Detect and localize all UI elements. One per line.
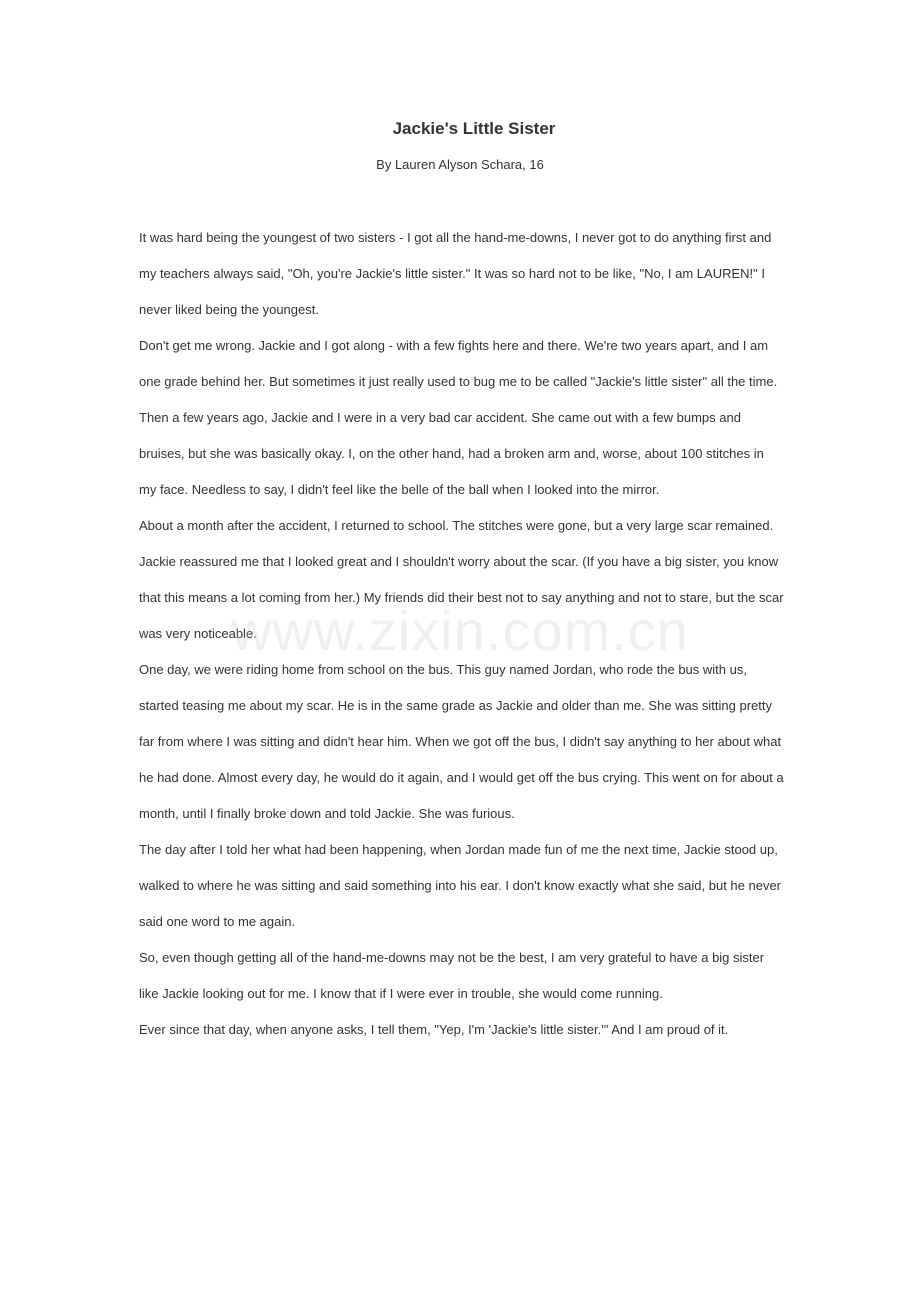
document-byline: By Lauren Alyson Schara, 16	[376, 157, 544, 172]
watermark: www.zixin.com.cn	[231, 599, 689, 662]
paragraph: Then a few years ago, Jackie and I were in a very bad car accident. She came out with a few bumps and bruises, but she was basically okay. I, on the other hand, had a broken arm and, worse, about 100 stitches in my face. Needless to say, I didn't feel like the belle of the ball when I looked into the mirror.	[139, 410, 764, 497]
document-body	[139, 220, 784, 1048]
paragraph: One day, we were riding home from school on the bus. This guy named Jordan, who rode the bus with us, started teasing me about my scar. He is in the same grade as Jackie and older than me. She was sitting pretty far from where I was sitting and didn't hear him. When we got off the bus, I didn't say anything to her about what he had done. Almost every day, he would do it again, and I would get off the bus crying. This went on for about a month, until I finally broke down and told Jackie. She was furious.	[139, 662, 784, 821]
paragraph: About a month after the accident, I returned to school. The stitches were gone, but a very large scar remained. Jackie reassured me that I looked great and I shouldn't worry about the scar. (If you have a big sister, you know that this means a lot coming from her.) My friends did their best not to say anything and not to stare, but the scar was very noticeable.	[139, 518, 784, 641]
paragraph: The day after I told her what had been happening, when Jordan made fun of me the next time, Jackie stood up, walked to where he was sitting and said something into his ear. I don't know exactly what she said, but he never said one word to me again.	[139, 842, 782, 929]
document-title: Jackie's Little Sister	[392, 119, 556, 138]
paragraph: So, even though getting all of the hand-me-downs may not be the best, I am very grateful to have a big sister like Jackie looking out for me. I know that if I were ever in trouble, she would come running.	[139, 950, 765, 1001]
paragraph: It was hard being the youngest of two sisters - I got all the hand-me-downs, I never got to do anything first and my teachers always said, "Oh, you're Jackie's little sister." It was so hard not to be like, "No, I am LAUREN!" I never liked being the youngest.	[139, 230, 772, 317]
paragraph: Don't get me wrong. Jackie and I got along - with a few fights here and there. We're two years apart, and I am one grade behind her. But sometimes it just really used to bug me to be called "Jackie's little sister" all the time.	[139, 338, 778, 389]
paragraph: Ever since that day, when anyone asks, I tell them, "Yep, I'm 'Jackie's little sister.'" And I am proud of it.	[139, 1022, 729, 1037]
